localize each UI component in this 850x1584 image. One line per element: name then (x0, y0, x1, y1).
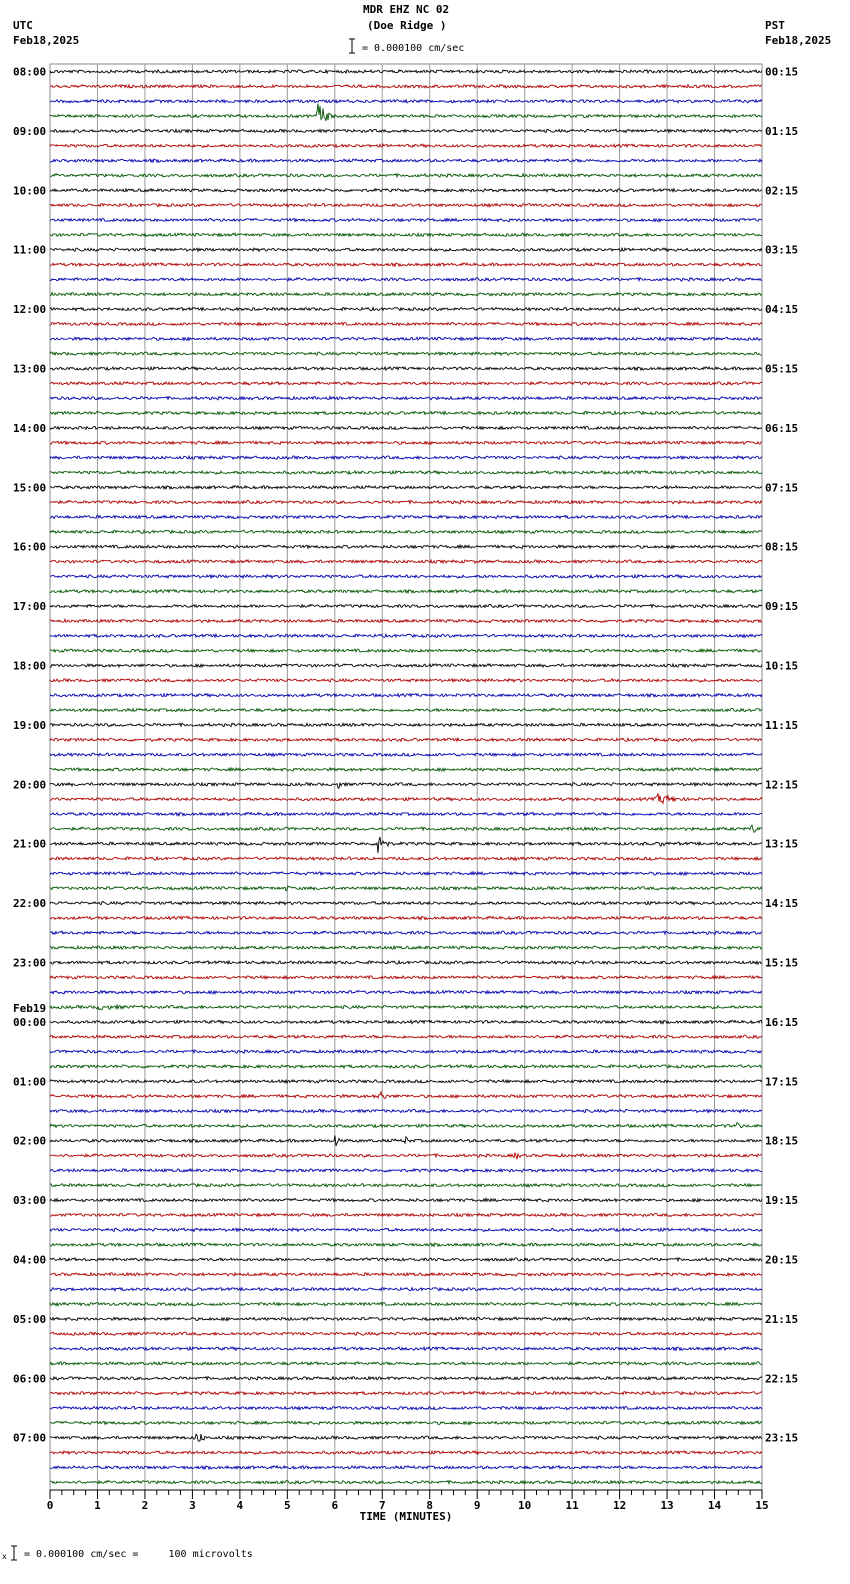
trace-line (50, 1362, 762, 1365)
trace-line (50, 1434, 762, 1441)
footer-scale-bar-icon (2, 1546, 17, 1561)
trace-line (50, 664, 762, 667)
trace-line (50, 1377, 762, 1380)
trace-line (50, 991, 762, 994)
trace-line (50, 872, 762, 875)
utc-time-label: 01:00 (13, 1075, 47, 1089)
trace-line (50, 1136, 762, 1147)
pst-time-label: 04:15 (765, 303, 799, 317)
trace-line (50, 218, 762, 221)
pst-time-label: 11:15 (765, 718, 799, 732)
svg-text:x: x (2, 1552, 7, 1561)
pst-time-label: 09:15 (765, 600, 799, 614)
trace-line (50, 1065, 762, 1068)
utc-time-label: 18:00 (13, 659, 47, 673)
trace-line (50, 515, 762, 518)
left-timezone: UTC (13, 19, 33, 32)
x-tick-label: 3 (189, 1499, 196, 1512)
pst-time-label: 15:15 (765, 956, 799, 970)
utc-time-label: 13:00 (13, 362, 47, 376)
trace-line (50, 248, 762, 251)
trace-line (50, 104, 762, 121)
trace-line (50, 1169, 762, 1172)
utc-time-label: 19:00 (13, 718, 47, 732)
pst-time-label: 23:15 (765, 1431, 799, 1445)
pst-time-label: 07:15 (765, 481, 799, 495)
pst-time-label: 19:15 (765, 1194, 799, 1208)
trace-line (50, 1228, 762, 1231)
trace-line (50, 263, 762, 266)
trace-line (50, 1213, 762, 1216)
pst-time-label: 20:15 (765, 1253, 799, 1267)
pst-time-label: 13:15 (765, 837, 799, 851)
x-tick-label: 6 (331, 1499, 339, 1512)
trace-line (50, 1273, 762, 1276)
pst-time-label: 18:15 (765, 1134, 799, 1148)
trace-line (50, 619, 762, 622)
right-date: Feb18,2025 (765, 34, 832, 47)
trace-line (50, 129, 762, 132)
trace-line (50, 1421, 762, 1424)
trace-line (50, 1288, 762, 1291)
trace-line (50, 812, 762, 815)
trace-line (50, 575, 762, 578)
utc-time-label: 09:00 (13, 124, 47, 138)
trace-line (50, 1050, 762, 1053)
trace-line (50, 857, 762, 860)
utc-time-label: 21:00 (13, 837, 47, 851)
trace-line (50, 1407, 762, 1410)
trace-line (50, 471, 762, 474)
trace-line (50, 1020, 762, 1023)
trace-line (50, 159, 762, 162)
trace-line (50, 233, 762, 236)
trace-line (50, 441, 762, 444)
trace-line (50, 793, 762, 803)
utc-time-label: 07:00 (13, 1431, 47, 1445)
trace-line (50, 679, 762, 682)
utc-time-label: 10:00 (13, 184, 47, 198)
x-tick-label: 1 (94, 1499, 101, 1512)
trace-line (50, 1184, 762, 1187)
utc-time-label: 23:00 (13, 956, 47, 970)
x-axis-title: TIME (MINUTES) (359, 1510, 453, 1523)
trace-line (50, 694, 762, 697)
trace-line (50, 367, 762, 370)
scale-label: = 0.000100 cm/sec (362, 43, 465, 54)
trace-line (50, 1347, 762, 1350)
pst-time-label: 16:15 (765, 1015, 799, 1029)
scale-bar-icon (349, 39, 355, 53)
utc-time-label: 02:00 (13, 1134, 47, 1148)
utc-time-label: 17:00 (13, 600, 47, 614)
x-tick-label: 12 (612, 1499, 627, 1512)
x-tick-label: 9 (473, 1499, 481, 1512)
trace-line (50, 278, 762, 281)
trace-line (50, 530, 762, 533)
trace-line (50, 946, 762, 949)
trace-line (50, 1080, 762, 1083)
pst-time-label: 17:15 (765, 1075, 799, 1089)
utc-time-label: 12:00 (13, 303, 47, 317)
x-tick-label: 5 (284, 1499, 291, 1512)
trace-line (50, 931, 762, 934)
trace-line (50, 1258, 762, 1261)
pst-time-label: 05:15 (765, 362, 799, 376)
trace-line (50, 723, 762, 726)
trace-line (50, 738, 762, 741)
trace-line (50, 604, 762, 607)
trace-line (50, 501, 762, 504)
x-tick-label: 8 (426, 1499, 434, 1512)
footer-scale-note: = 0.000100 cm/sec = 100 microvolts (24, 1549, 253, 1560)
trace-line (50, 1153, 762, 1159)
x-tick-label: 11 (565, 1499, 579, 1512)
x-tick-label: 0 (46, 1499, 54, 1512)
station-title: MDR EHZ NC 02 (363, 3, 450, 16)
pst-time-label: 06:15 (765, 421, 799, 435)
trace-line (50, 204, 762, 207)
pst-time-label: 08:15 (765, 540, 799, 554)
utc-time-label: 08:00 (13, 65, 47, 79)
trace-line (50, 293, 762, 296)
trace-line (50, 916, 762, 919)
trace-line (50, 961, 762, 964)
x-tick-label: 14 (707, 1499, 722, 1512)
trace-line (50, 144, 762, 147)
utc-time-label: 22:00 (13, 897, 47, 911)
trace-line (50, 1481, 762, 1484)
trace-line (50, 1199, 762, 1202)
trace-line (50, 412, 762, 415)
x-tick-label: 13 (660, 1499, 674, 1512)
x-tick-label: 4 (236, 1499, 244, 1512)
trace-line (50, 886, 762, 891)
left-date: Feb18,2025 (13, 34, 80, 47)
x-tick-label: 7 (378, 1499, 386, 1512)
trace-line (50, 768, 762, 771)
trace-line (50, 649, 762, 652)
utc-date-label: Feb19 (13, 1001, 47, 1015)
trace-line (50, 189, 762, 192)
pst-time-label: 14:15 (765, 897, 799, 911)
trace-line (50, 308, 762, 311)
trace-line (50, 1392, 762, 1395)
pst-time-label: 12:15 (765, 778, 799, 792)
trace-line (50, 397, 762, 400)
trace-line (50, 1005, 762, 1010)
utc-time-label: 15:00 (13, 481, 47, 495)
trace-line (50, 1317, 762, 1320)
trace-line (50, 456, 762, 459)
utc-time-label: 16:00 (13, 540, 47, 554)
x-tick-label: 10 (518, 1499, 532, 1512)
trace-line (50, 1035, 762, 1038)
trace-line (50, 708, 762, 711)
utc-time-label: 20:00 (13, 778, 47, 792)
trace-line (50, 1243, 762, 1246)
pst-time-label: 02:15 (765, 184, 799, 198)
trace-line (50, 590, 762, 593)
pst-time-label: 01:15 (765, 124, 799, 138)
trace-line (50, 322, 762, 325)
utc-time-label: 04:00 (13, 1253, 47, 1267)
trace-line (50, 1451, 762, 1454)
utc-time-label: 00:00 (13, 1015, 47, 1029)
trace-line (50, 837, 762, 853)
x-tick-label: 15 (755, 1499, 769, 1512)
site-name: (Doe Ridge ) (367, 19, 447, 32)
trace-line (50, 382, 762, 385)
pst-time-label: 03:15 (765, 243, 799, 257)
pst-time-label: 10:15 (765, 659, 799, 673)
trace-line (50, 1332, 762, 1335)
trace-line (50, 426, 762, 429)
pst-time-label: 21:15 (765, 1312, 799, 1326)
utc-time-label: 14:00 (13, 421, 47, 435)
trace-line (50, 1303, 762, 1306)
utc-time-label: 03:00 (13, 1194, 47, 1208)
right-timezone: PST (765, 19, 785, 32)
trace-line (50, 1109, 762, 1112)
trace-line (50, 1466, 762, 1469)
trace-line (50, 1123, 762, 1128)
trace-line (50, 174, 762, 177)
trace-line (50, 783, 762, 789)
trace-line (50, 825, 762, 832)
trace-line (50, 976, 762, 979)
trace-line (50, 337, 762, 340)
trace-line (50, 753, 762, 756)
trace-line (50, 352, 762, 355)
pst-time-label: 22:15 (765, 1372, 799, 1386)
utc-time-label: 06:00 (13, 1372, 47, 1386)
pst-time-label: 00:15 (765, 65, 799, 79)
trace-line (50, 634, 762, 637)
trace-line (50, 560, 762, 563)
trace-line (50, 545, 762, 548)
utc-time-label: 11:00 (13, 243, 47, 257)
trace-line (50, 85, 762, 88)
x-tick-label: 2 (141, 1499, 149, 1512)
trace-line (50, 100, 762, 103)
trace-line (50, 1092, 762, 1099)
trace-line (50, 486, 762, 489)
utc-time-label: 05:00 (13, 1312, 47, 1326)
trace-line (50, 70, 762, 73)
trace-line (50, 902, 762, 905)
